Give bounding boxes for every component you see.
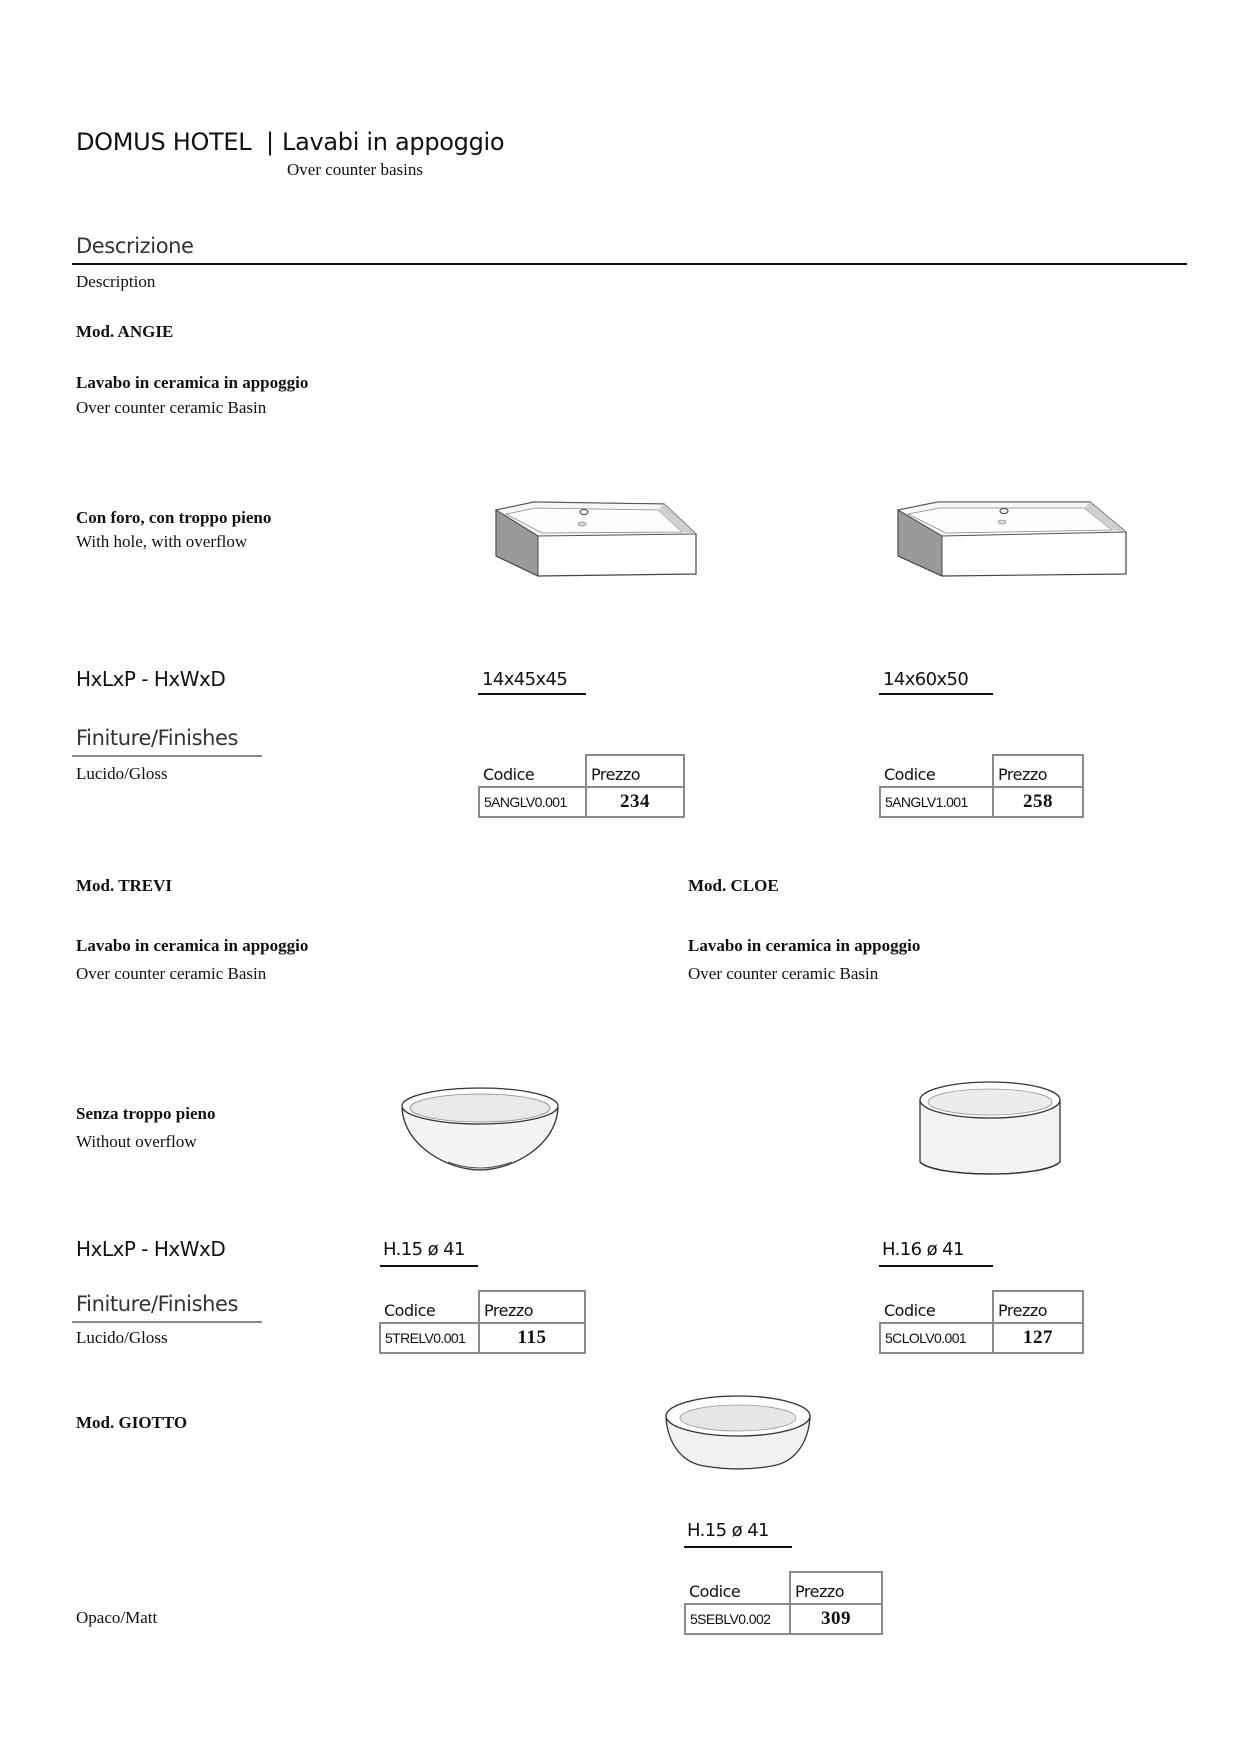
trevi-model: Mod. TREVI [76,876,173,895]
trevi-dims-underline [380,1265,478,1267]
trevi-finish: Lucido/Gloss [76,1328,168,1347]
trevi-feature-it: Senza troppo pieno [76,1104,216,1123]
cloe-type-en: Over counter ceramic Basin [688,964,879,983]
code-header: Codice [880,1291,993,1323]
angie-finishes-label: Finiture/Finishes [76,726,239,750]
angie-type-it: Lavabo in ceramica in appoggio [76,373,309,392]
product-price: 127 [993,1323,1083,1353]
angie-dims-1-underline [478,693,586,695]
product-code: 5SEBLV0.002 [685,1604,790,1634]
price-header: Prezzo [790,1572,882,1604]
trevi-finishes-label: Finiture/Finishes [76,1292,239,1316]
product-code: 5ANGLV0.001 [479,787,586,817]
cloe-dims-underline [879,1265,993,1267]
giotto-dims: H.15 ø 41 [687,1520,769,1541]
product-price: 234 [586,787,684,817]
trevi-dims: H.15 ø 41 [383,1239,465,1260]
angie-type-en: Over counter ceramic Basin [76,398,267,417]
title-separator: | [266,128,274,156]
section-divider [72,263,1187,265]
code-header: Codice [685,1572,790,1604]
giotto-price-table [684,1571,883,1635]
angie-price-table-2 [879,754,1084,818]
trevi-type-it: Lavabo in ceramica in appoggio [76,936,309,955]
rectangular-basin-large-icon [892,496,1132,582]
angie-finish: Lucido/Gloss [76,764,168,783]
product-code: 5TRELV0.001 [380,1323,479,1353]
price-header: Prezzo [586,755,684,787]
bowl-basin-icon [398,1082,562,1174]
brand-name: DOMUS HOTEL [76,128,252,156]
conical-basin-icon [660,1390,816,1472]
code-header: Codice [380,1291,479,1323]
product-price: 309 [790,1604,882,1634]
rectangular-basin-small-icon [490,496,702,582]
angie-finishes-underline [72,755,262,757]
giotto-finish: Opaco/Matt [76,1608,158,1627]
angie-dims-2-underline [879,693,993,695]
page-title: Lavabi in appoggio [282,128,505,156]
section-sublabel: Description [76,272,156,291]
giotto-model: Mod. GIOTTO [76,1413,188,1432]
trevi-finishes-underline [72,1321,262,1323]
angie-dims-2: 14x60x50 [883,669,969,690]
product-price: 258 [993,787,1083,817]
angie-dims-1: 14x45x45 [482,669,568,690]
product-price: 115 [479,1323,585,1353]
cylinder-basin-icon [916,1078,1064,1184]
price-header: Prezzo [993,1291,1083,1323]
product-code: 5ANGLV1.001 [880,787,993,817]
code-header: Codice [479,755,586,787]
angie-price-table-1 [478,754,685,818]
cloe-model: Mod. CLOE [688,876,779,895]
page-subtitle: Over counter basins [287,160,423,179]
code-header: Codice [880,755,993,787]
angie-feature-en: With hole, with overflow [76,532,248,551]
cloe-dims: H.16 ø 41 [882,1239,964,1260]
trevi-dims-label: HxLxP - HxWxD [76,1237,226,1261]
trevi-feature-en: Without overflow [76,1132,197,1151]
angie-model: Mod. ANGIE [76,322,174,341]
giotto-dims-underline [684,1546,792,1548]
cloe-price-table [879,1290,1084,1354]
price-header: Prezzo [993,755,1083,787]
cloe-type-it: Lavabo in ceramica in appoggio [688,936,921,955]
price-header: Prezzo [479,1291,585,1323]
trevi-price-table [379,1290,586,1354]
angie-dims-label: HxLxP - HxWxD [76,667,226,691]
trevi-type-en: Over counter ceramic Basin [76,964,267,983]
product-code: 5CLOLV0.001 [880,1323,993,1353]
angie-feature-it: Con foro, con troppo pieno [76,508,272,527]
section-label: Descrizione [76,234,194,258]
